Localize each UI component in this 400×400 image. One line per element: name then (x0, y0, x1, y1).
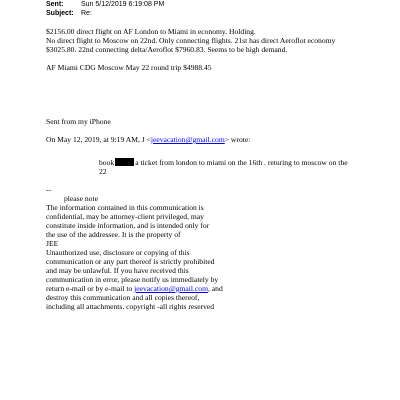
signature: Sent from my iPhone (46, 117, 111, 126)
quoted-line-2: 22 (99, 167, 107, 176)
subject-label: Subject: (46, 10, 74, 17)
body-line-2: No direct flight to Moscow on 22nd. Only connecting flights. 21st has direct Aeroflot economy (46, 36, 336, 45)
sent-label: Sent: (46, 1, 64, 8)
quoted-line-1 (99, 158, 348, 167)
reply-suffix: > wrote: (224, 135, 251, 144)
quoted-book: book (99, 158, 115, 167)
sent-row (46, 0, 164, 9)
footer-line-8: and may be unlawful. If you have received this (46, 266, 189, 275)
reply-email-link[interactable]: jeevacation@gmail.com (150, 135, 225, 144)
body-flight-quote: AF Miami CDG Moscow May 22 round trip $4988.45 (46, 63, 212, 72)
footer-line-1: The information contained in this communication is (46, 203, 204, 212)
footer-email-prefix: return e-mail or by e-mail to (46, 284, 135, 293)
footer-line-11: destroy this communication and all copies thereof, (46, 293, 200, 302)
body-line-1: $2156.00 direct flight on AF London to Miami in economy. Holding. (46, 27, 256, 36)
footer-email-link[interactable]: jeevacation@gmail.com (134, 284, 208, 293)
footer-dashes: -- (46, 185, 52, 194)
footer-email-line (46, 284, 223, 293)
reply-attribution (46, 135, 250, 144)
sent-value: Sun 5/12/2019 6:19:08 PM (81, 1, 165, 8)
footer-line-7: communication or any part thereof is strictly prohibited (46, 257, 215, 266)
redaction-block (115, 158, 134, 166)
subject-value: Re: (81, 10, 92, 17)
subject-row (46, 9, 92, 18)
quoted-text: a ticket from london to miami on the 16th . returing to moscow on the (135, 158, 348, 167)
footer-line-12: including all attachments. copyright -all rights reserved (46, 302, 215, 311)
footer-line-6: Unauthorized use, disclosure or copying of this (46, 248, 190, 257)
reply-prefix: On May 12, 2019, at 9:19 AM, J < (46, 135, 151, 144)
footer-line-2: confidential, may be attorney-client privileged, may (46, 212, 204, 221)
footer-line-4: the use of the addressee. It is the property of (46, 230, 181, 239)
footer-email-suffix: , and (207, 284, 223, 293)
footer-please-note: please note (64, 194, 98, 203)
footer-line-5: JEE (46, 239, 59, 248)
footer-line-3: constitute inside information, and is intended only for (46, 221, 210, 230)
body-line-3: $3025.80. 22nd connecting delta/Aeroflot $7960.83. Seems to be high demand. (46, 45, 288, 54)
footer-line-9: communication in error, please notify us immediately by (46, 275, 219, 284)
